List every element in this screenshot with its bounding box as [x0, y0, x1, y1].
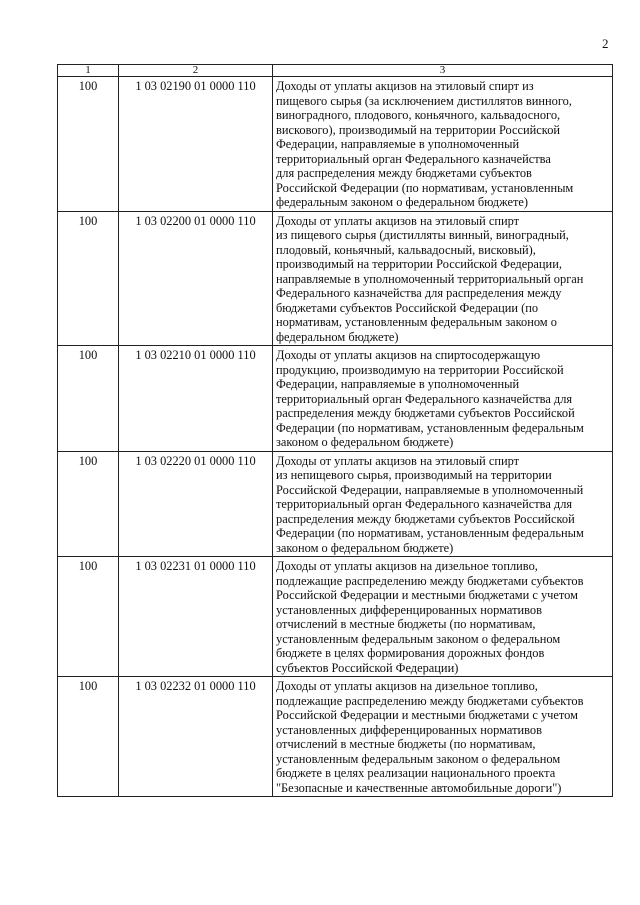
row-number-cell: 100 [58, 451, 119, 557]
description-line: подлежащие распределению между бюджетами субъектов [276, 693, 584, 708]
description-line: распределения между бюджетами субъектов Российской [276, 406, 575, 420]
description-line: территориальный орган Федерального казначейства для [276, 497, 573, 511]
row-number-cell: 100 [58, 677, 119, 797]
table-row [58, 211, 613, 346]
description-line: Федерации, направляемые в уполномоченный [276, 137, 520, 151]
description-line: законом о федеральном бюджете) [276, 435, 454, 449]
income-description-cell [273, 77, 613, 212]
income-description-cell [273, 451, 613, 557]
description-line: распределения между бюджетами субъектов Российской [276, 511, 575, 526]
description-line: отчислений в местные бюджеты (по нормативам, [276, 737, 536, 751]
description-line: Федерации (по нормативам, установленным федеральным [276, 526, 584, 540]
description-line: "Безопасные и качественные автомобильные дороги") [276, 780, 562, 795]
description-line: Доходы от уплаты акцизов на спиртосодержащую [276, 348, 541, 362]
description-line: Федерального казначейства для распределения между [276, 286, 562, 300]
description-line: установленных дифференцированных нормативов [276, 602, 542, 617]
description-line: Российской Федерации (по нормативам, установленным [276, 180, 574, 195]
description-line: производимый на территории Российской Федерации, [276, 257, 562, 271]
row-number-cell: 100 [58, 346, 119, 452]
description-line: федеральном бюджете) [276, 329, 399, 344]
description-line: продукцию, производимую на территории Российской [276, 362, 564, 377]
income-description-cell [273, 211, 613, 346]
description-line: Доходы от уплаты акцизов на этиловый спирт [276, 213, 520, 228]
description-line: законом о федеральном бюджете) [276, 540, 454, 555]
description-line: пищевого сырья (за исключением дистиллятов винного, [276, 93, 572, 108]
income-description-cell [273, 346, 613, 452]
row-number-cell: 100 [58, 557, 119, 677]
income-description-cell [273, 557, 613, 677]
column-header-3: 3 [273, 65, 613, 77]
description-line: бюджете в целях реализации национального проекта [276, 766, 556, 780]
budget-classification-code-cell: 1 03 02232 01 0000 110 [119, 677, 273, 797]
description-line: установленным федеральным законом о федеральном [276, 631, 561, 646]
table-row [58, 346, 613, 452]
description-line: плодовый, коньячный, кальвадосный, висковый), [276, 242, 536, 257]
description-line: установленных дифференцированных нормативов [276, 722, 542, 737]
table-row [58, 451, 613, 557]
description-line: Российской Федерации, направляемые в уполномоченный [276, 482, 584, 497]
description-line: Российской Федерации и местными бюджетами с учетом [276, 588, 578, 602]
description-line: Доходы от уплаты акцизов на этиловый спирт из [276, 79, 534, 93]
description-line: вискового), производимый на территории Российской [276, 122, 561, 137]
page-number: 2 [602, 36, 609, 51]
description-line: Доходы от уплаты акцизов на дизельное топливо, [276, 559, 538, 573]
description-line: Российской Федерации и местными бюджетами с учетом [276, 708, 578, 722]
description-line: направляемые в уполномоченный территориальный орган [276, 271, 584, 286]
budget-classification-code-cell: 1 03 02231 01 0000 110 [119, 557, 273, 677]
table-row [58, 557, 613, 677]
description-line: федеральным законом о федеральном бюджете) [276, 195, 529, 209]
column-header-1: 1 [58, 65, 119, 77]
description-line: Федерации, направляемые в уполномоченный [276, 377, 520, 391]
row-number-cell: 100 [58, 77, 119, 212]
description-line: Федерации (по нормативам, установленным федеральным [276, 420, 584, 435]
budget-classification-code-cell: 1 03 02210 01 0000 110 [119, 346, 273, 452]
description-line: Доходы от уплаты акцизов на дизельное топливо, [276, 679, 538, 693]
description-line: нормативам, установленным федеральным законом о [276, 315, 557, 329]
row-number-cell: 100 [58, 211, 119, 346]
budget-classification-code-cell: 1 03 02220 01 0000 110 [119, 451, 273, 557]
budget-classification-code-cell: 1 03 02190 01 0000 110 [119, 77, 273, 212]
description-line: Доходы от уплаты акцизов на этиловый спирт [276, 453, 520, 468]
description-line: отчислений в местные бюджеты (по нормативам, [276, 617, 536, 631]
revenue-codes-table [57, 64, 613, 797]
table-header-row [58, 65, 613, 77]
description-line: территориальный орган Федерального казначейства для [276, 391, 573, 406]
description-line: из непищевого сырья, производимый на территории [276, 468, 552, 482]
description-line: установленным федеральным законом о федеральном [276, 751, 561, 766]
description-line: субъектов Российской Федерации) [276, 660, 459, 675]
budget-classification-code-cell: 1 03 02200 01 0000 110 [119, 211, 273, 346]
description-line: виноградного, плодового, коньячного, кальвадосного, [276, 108, 561, 122]
income-description-cell [273, 677, 613, 797]
description-line: из пищевого сырья (дистилляты винный, виноградный, [276, 228, 569, 242]
table-row [58, 77, 613, 212]
description-line: бюджетами субъектов Российской Федерации (по [276, 300, 539, 315]
column-header-2: 2 [119, 65, 273, 77]
description-line: для распределения между бюджетами субъектов [276, 166, 532, 180]
description-line: бюджете в целях формирования дорожных фондов [276, 646, 545, 660]
table-row [58, 677, 613, 797]
description-line: подлежащие распределению между бюджетами субъектов [276, 573, 584, 588]
description-line: территориальный орган Федерального казначейства [276, 151, 551, 166]
